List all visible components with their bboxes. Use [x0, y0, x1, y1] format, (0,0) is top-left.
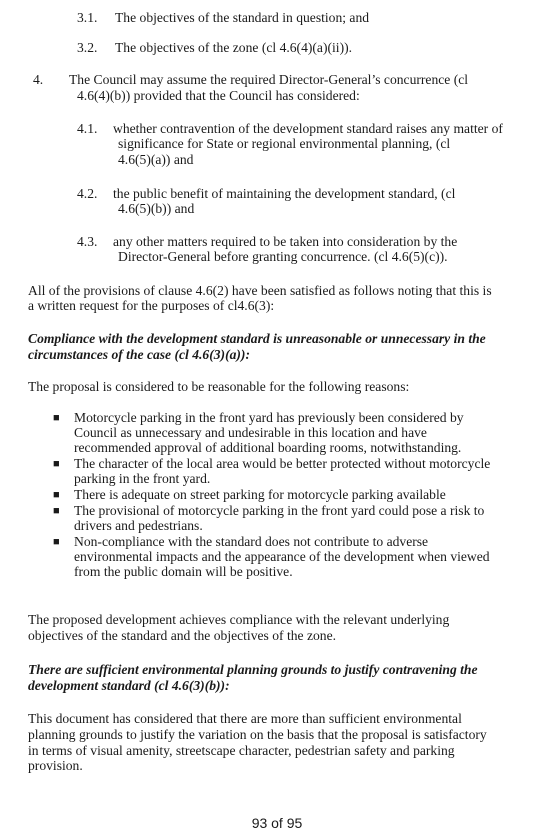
paragraph-line: provision.: [28, 758, 83, 773]
bullet-text: There is adequate on street parking for motorcycle parking available: [74, 487, 446, 502]
item-text: The objectives of the standard in question; and: [115, 10, 370, 25]
item-text: any other matters required to be taken into consideration by the: [113, 234, 458, 249]
paragraph-line: planning grounds to justify the variation on the basis that the proposal is satisfactory: [28, 727, 487, 742]
section-heading: circumstances of the case (cl 4.6(3)(a)):: [28, 347, 250, 362]
bullet-icon: ■: [53, 505, 60, 517]
item-number: 3.1.: [77, 10, 98, 25]
item-text: Director-General before granting concurrence. (cl 4.6(5)(c)).: [118, 249, 448, 264]
bullet-icon: ■: [53, 536, 60, 548]
bullet-text: from the public domain will be positive.: [74, 564, 293, 579]
item-text: 4.6(4)(b)) provided that the Council has considered:: [77, 88, 360, 103]
item-number: 3.2.: [77, 40, 98, 55]
item-number: 4.3.: [77, 234, 98, 249]
bullet-text: The provisional of motorcycle parking in the front yard could pose a risk to: [74, 503, 485, 518]
item-number: 4.: [33, 72, 44, 87]
paragraph-line: in terms of visual amenity, streetscape character, pedestrian safety and parking: [28, 743, 455, 758]
item-text: The objectives of the zone (cl 4.6(4)(a)(ii)).: [115, 40, 353, 55]
bullet-text: Non-compliance with the standard does not contribute to adverse: [74, 534, 429, 549]
paragraph-line: The proposed development achieves compliance with the relevant underlying: [28, 612, 450, 627]
item-text: significance for State or regional environmental planning, (cl: [118, 136, 451, 151]
item-text: the public benefit of maintaining the development standard, (cl: [113, 186, 456, 201]
page-number: 93 of 95: [251, 815, 303, 831]
bullet-text: Motorcycle parking in the front yard has previously been considered by: [74, 410, 464, 425]
bullet-text: Council as unnecessary and undesirable in this location and have: [74, 425, 427, 440]
bullet-icon: ■: [53, 458, 60, 470]
bullet-text: environmental impacts and the appearance of the development when viewed: [74, 549, 490, 564]
section-heading: development standard (cl 4.6(3)(b)):: [28, 678, 230, 693]
bullet-text: parking in the front yard.: [74, 471, 211, 486]
bullet-text: recommended approval of additional boarding rooms, notwithstanding.: [74, 440, 462, 455]
item-number: 4.2.: [77, 186, 98, 201]
section-heading: There are sufficient environmental planning grounds to justify contravening the: [28, 662, 478, 677]
item-text: 4.6(5)(b)) and: [118, 201, 195, 216]
paragraph-line: objectives of the standard and the objectives of the zone.: [28, 628, 337, 643]
item-text: 4.6(5)(a)) and: [118, 152, 194, 167]
paragraph-line: a written request for the purposes of cl4.6(3):: [28, 298, 275, 313]
bullet-icon: ■: [53, 412, 60, 424]
paragraph-line: The proposal is considered to be reasonable for the following reasons:: [28, 379, 410, 394]
paragraph-line: This document has considered that there are more than sufficient environmental: [28, 711, 462, 726]
bullet-text: drivers and pedestrians.: [74, 518, 203, 533]
bullet-text: The character of the local area would be better protected without motorcycle: [74, 456, 491, 471]
bullet-icon: ■: [53, 489, 60, 501]
paragraph-line: All of the provisions of clause 4.6(2) have been satisfied as follows noting that this is: [28, 283, 492, 298]
item-text: The Council may assume the required Director-General’s concurrence (cl: [69, 72, 469, 87]
section-heading: Compliance with the development standard is unreasonable or unnecessary in the: [28, 331, 486, 346]
item-text: whether contravention of the development standard raises any matter of: [113, 121, 503, 136]
item-number: 4.1.: [77, 121, 98, 136]
